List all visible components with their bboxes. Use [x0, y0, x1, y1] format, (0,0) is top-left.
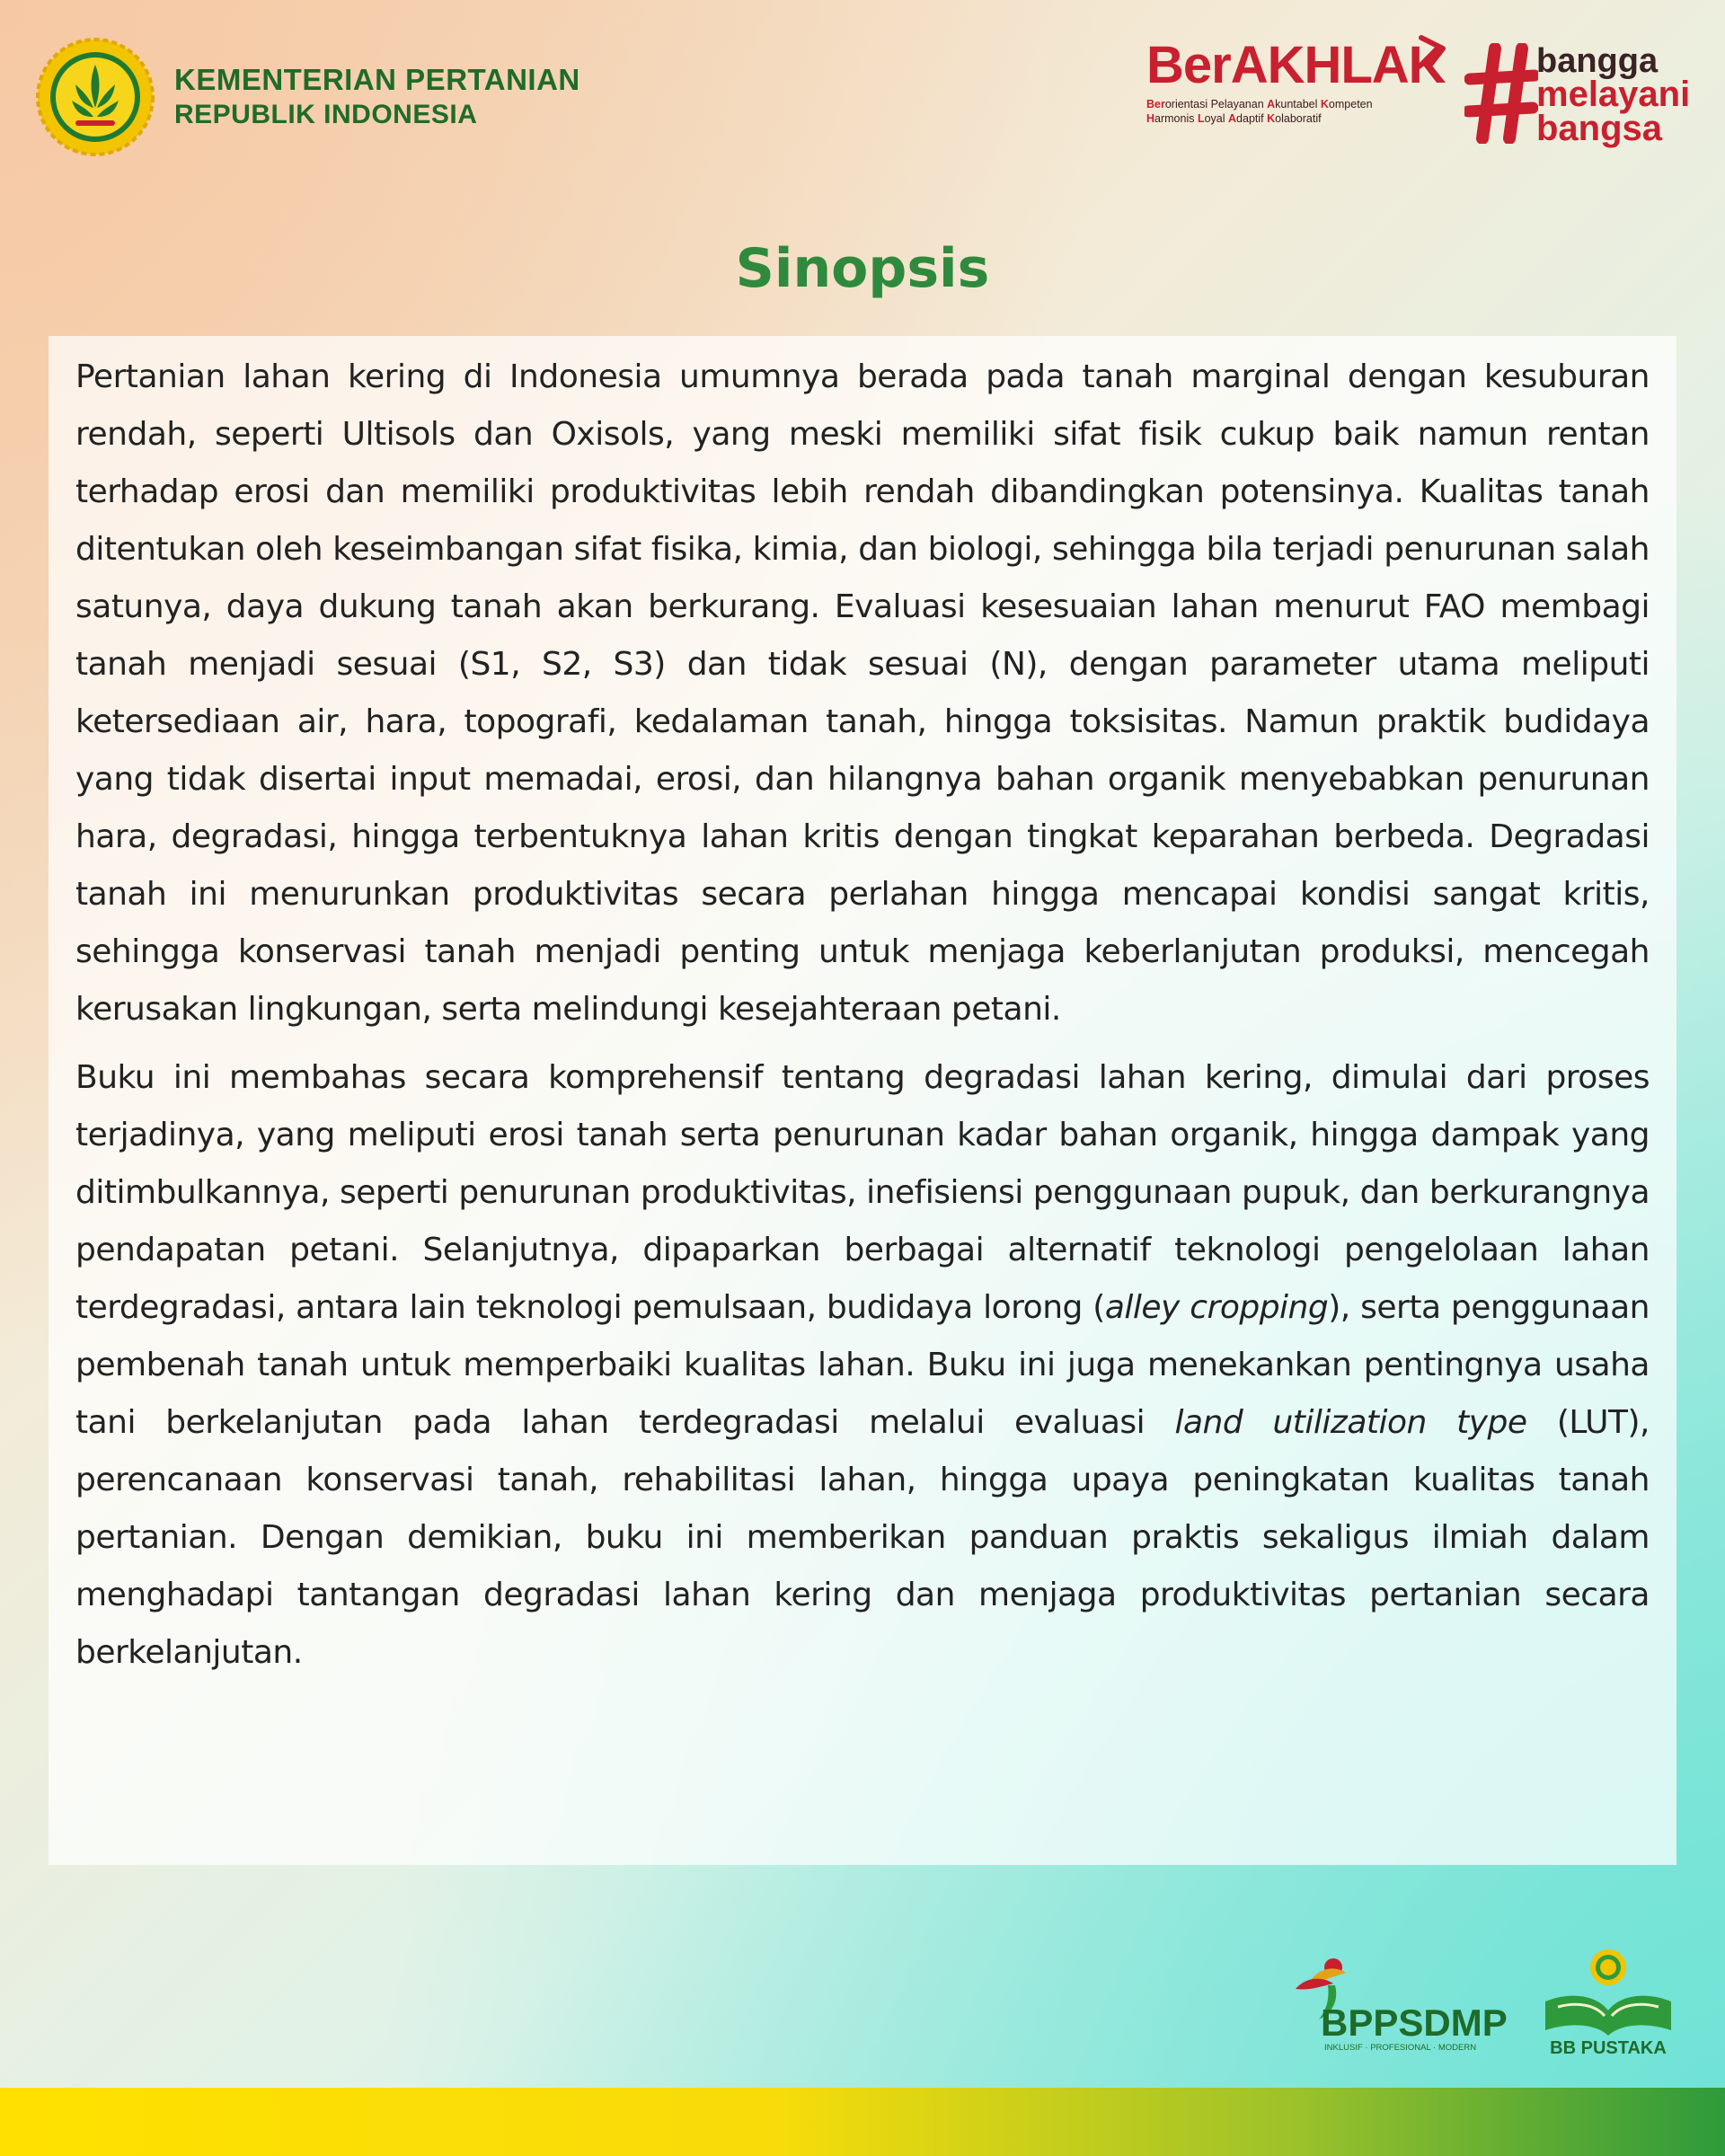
ministry-name-line1: KEMENTERIAN PERTANIAN: [174, 63, 580, 96]
bangga-words: [1536, 42, 1691, 148]
page-title: Sinopsis: [735, 237, 990, 300]
svg-text:BPPSDMP: BPPSDMP: [1321, 2001, 1508, 2044]
svg-text:BB PUSTAKA: BB PUSTAKA: [1550, 2038, 1667, 2058]
bb-pustaka-logo: [1527, 1948, 1689, 2059]
bottom-color-bar: [0, 2088, 1725, 2156]
paragraph-1: Pertanian lahan kering di Indonesia umumnya berada pada tanah marginal dengan kesuburan rendah, seperti Ultisols dan Oxisols, yang meski memiliki sifat fisik cukup baik namun rentan terhadap erosi dan memiliki produktivitas lebih rendah dibandingkan potensinya. Kualitas tanah ditentukan oleh keseimbangan sifat fisika, kimia, dan biologi, sehingga bila terjadi penurunan salah satunya, daya dukung tanah akan berkurang. Evaluasi kesesuaian lahan menurut FAO membagi tanah menjadi sesuai (S1, S2, S3) dan tidak sesuai (N), dengan parameter utama meliputi ketersediaan air, hara, topografi, kedalaman tanah, hingga toksisitas. Namun praktik budidaya yang tidak disertai input memadai, erosi, dan hilangnya bahan organik menyebabkan penurunan hara, degradasi, hingga terbentuknya lahan kritis dengan tingkat keparahan berbeda. Degradasi tanah ini menurunkan produktivitas secara perlahan hingga mencapai kondisi sangat kritis, sehingga konservasi tanah menjadi penting untuk menjaga keberlanjutan produksi, mencegah kerusakan lingkungan, serta melindungi kesejahteraan petani.: [75, 358, 1650, 1028]
ministry-name-line2: REPUBLIK INDONESIA: [174, 100, 478, 129]
bangga-melayani-bangsa-logo: [1464, 40, 1691, 148]
ministry-name: [174, 62, 580, 132]
ministry-seal-icon: [36, 38, 155, 156]
synopsis-card: [49, 336, 1676, 1865]
melayani-word: melayani: [1536, 75, 1691, 114]
berakhlak-wordmark: BerAKHLAK: [1146, 36, 1446, 94]
bangsa-word: bangsa: [1536, 109, 1663, 148]
svg-text:INKLUSIF · PROFESIONAL · MODER: INKLUSIF · PROFESIONAL · MODERN: [1324, 2043, 1477, 2053]
hashtag-icon: [1464, 43, 1538, 144]
bppsdmp-logo: [1283, 1949, 1518, 2057]
synopsis-text: [75, 349, 1650, 1682]
berakhlak-arrow-icon: [1416, 34, 1452, 70]
berakhlak-logo: [1146, 34, 1446, 126]
berakhlak-tagline-1: Berorientasi Pelayanan Akuntabel Kompeten: [1146, 98, 1373, 110]
ministry-header: [36, 38, 580, 156]
paragraph-2: Buku ini membahas secara komprehensif tentang degradasi lahan kering, dimulai dari proses terjadinya, yang meliputi erosi tanah serta penurunan kadar bahan organik, hingga dampak yang ditimbulkannya, seperti penurunan produktivitas, inefisiensi penggunaan pupuk, dan berkurangnya pendapatan petani. Selanjutnya, dipaparkan berbagai alternatif teknologi pengelolaan lahan terdegradasi, antara lain teknologi pemulsaan, budidaya lorong (alley cropping), serta penggunaan pembenah tanah untuk memperbaiki kualitas lahan. Buku ini juga menekankan pentingnya usaha tani berkelanjutan pada lahan terdegradasi melalui evaluasi land utilization type (LUT), perencanaan konservasi tanah, rehabilitasi lahan, hingga upaya peningkatan kualitas tanah pertanian. Dengan demikian, buku ini memberikan panduan praktis sekaligus ilmiah dalam menghadapi tantangan degradasi lahan kering dan menjaga produktivitas pertanian secara berkelanjutan.: [75, 1059, 1650, 1671]
bangga-word: bangga: [1536, 42, 1659, 80]
berakhlak-tagline-2: Harmonis Loyal Adaptif Kolaboratif: [1146, 112, 1322, 125]
